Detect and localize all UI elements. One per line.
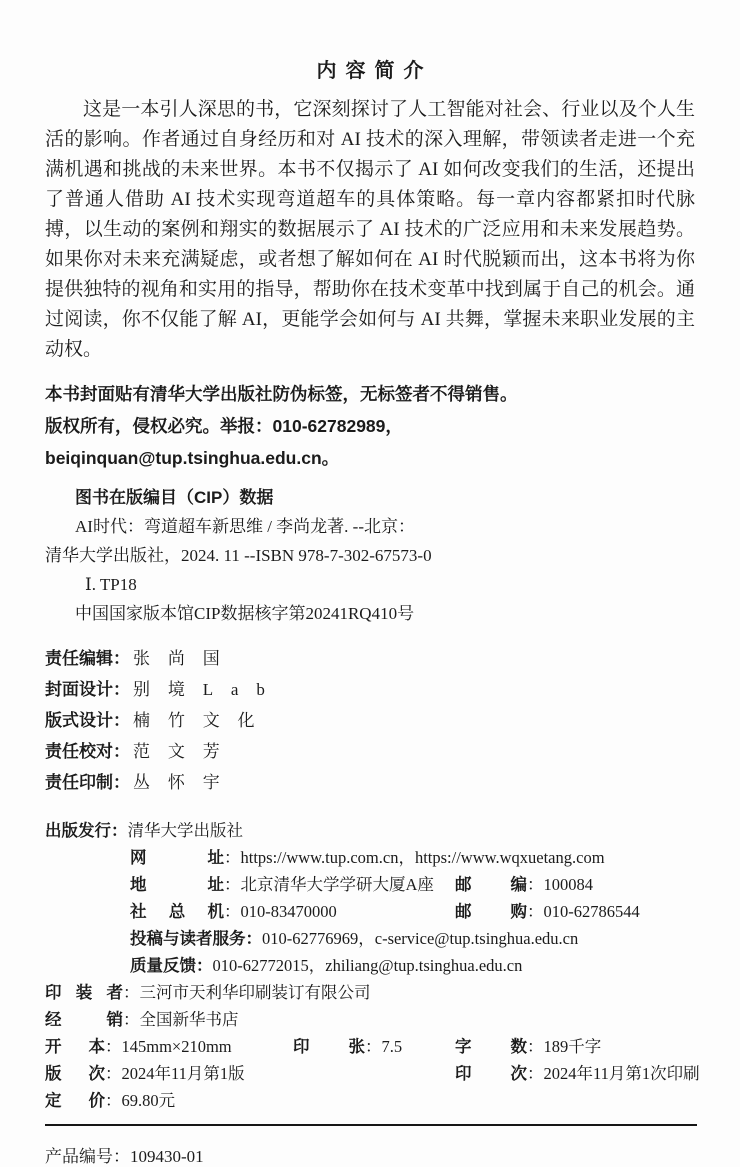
cip-classification: Ⅰ. TP18 — [85, 575, 137, 594]
pub-value: ：010-62786544 — [527, 902, 640, 921]
pub-label: 印张 — [293, 1038, 365, 1056]
pub-label: 开本 — [45, 1038, 105, 1056]
pub-cell-mail-order — [455, 898, 640, 922]
anti-counterfeit-notice: 本书封面贴有清华大学出版社防伪标签，无标签者不得销售。 — [45, 384, 518, 404]
credit-label: 版式设计： — [45, 711, 130, 730]
pub-value: 010-62772015，zhiliang@tup.tsinghua.edu.cn — [212, 956, 523, 975]
credits-block — [45, 644, 695, 799]
credit-label: 责任校对： — [45, 742, 130, 761]
pub-label: 邮编 — [455, 876, 527, 894]
book-summary: 这是一本引人深思的书，它深刻探讨了人工智能对社会、行业以及个人生活的影响。作者通过自身经历和对 AI 技术的深入理解，带领读者走进一个充满机遇和挑战的未来世界。本书不仅揭示了 AI 如何改变我们的生活，还提出了普通人借助 AI 技术实现弯道超车的具体策略。每一章内容都紧扣时代脉搏，以生动的案例和翔实的数据展示了 AI 技术的广泛应用和未来发展趋势。如果你对未来充满疑虑，或者想了解如何在 AI 时代脱颖而出，这本书将为你提供独特的视角和实用的指导，帮助你在技术变革中找到属于自己的机会。通过阅读，你不仅能了解 AI，更能学会如何与 AI 共舞，掌握未来职业发展的主动权。 — [45, 99, 695, 360]
pub-value: ：010-83470000 — [224, 902, 337, 921]
pub-value: 010-62776969，c-service@tup.tsinghua.edu.cn — [262, 929, 579, 948]
pub-value: ：北京清华大学学研大厦A座 — [224, 875, 434, 894]
pub-label: 出版发行： — [45, 822, 128, 840]
divider — [45, 1124, 697, 1126]
pub-label: 质量反馈： — [130, 957, 213, 975]
pub-cell-word-count — [455, 1033, 601, 1057]
pub-row-reader-service — [45, 925, 695, 952]
pub-label: 地址 — [130, 876, 224, 894]
credit-value: 别境Lab — [133, 680, 283, 699]
cip-block — [45, 483, 695, 628]
credit-value: 丛怀宇 — [133, 773, 238, 792]
pub-value: ：7.5 — [365, 1037, 403, 1056]
pub-row-distributor — [45, 1006, 695, 1033]
pub-row-printer — [45, 979, 695, 1006]
cip-header: 图书在版编目（CIP）数据 — [75, 488, 274, 507]
credit-value: 楠竹文化 — [133, 711, 273, 730]
pub-row-price — [45, 1087, 695, 1114]
website-urls: ：https://www.tup.com.cn，https://www.wqxuetang.com — [224, 848, 605, 867]
pub-label: 定价 — [45, 1092, 105, 1110]
pub-row-format — [45, 1033, 695, 1060]
pub-label: 印次 — [455, 1065, 527, 1083]
credit-row-proofreader — [45, 737, 695, 768]
pub-value: ：2024年11月第1次印刷 — [527, 1064, 700, 1083]
credit-row-layout-design — [45, 706, 695, 737]
pub-value: ：100084 — [527, 875, 593, 894]
product-code-label: 产品编号： — [45, 1147, 130, 1166]
pub-value: ：69.80元 — [105, 1091, 176, 1110]
cip-record-number: 中国国家版本馆CIP数据核字第20241RQ410号 — [75, 604, 415, 623]
credit-value: 张尚国 — [133, 649, 238, 668]
credit-row-print-supervisor — [45, 768, 695, 799]
pub-label: 经销 — [45, 1011, 123, 1029]
product-code-value: 109430-01 — [130, 1147, 204, 1166]
pub-label: 投稿与读者服务： — [130, 930, 262, 948]
credit-row-cover-design — [45, 675, 695, 706]
pub-value: ：三河市天利华印刷装订有限公司 — [123, 983, 371, 1002]
pub-cell-impression — [455, 1060, 700, 1084]
pub-row-switchboard — [45, 898, 695, 925]
pub-cell-postcode — [455, 871, 593, 895]
pub-value: ：145mm×210mm — [105, 1037, 232, 1056]
credit-label: 责任印制： — [45, 773, 130, 792]
pub-label: 版次 — [45, 1065, 105, 1083]
pub-row-website — [45, 844, 695, 871]
pub-cell-sheets — [293, 1033, 402, 1057]
pub-label: 印装者 — [45, 984, 123, 1002]
pub-label: 社总机 — [130, 903, 224, 921]
pub-label: 字数 — [455, 1038, 527, 1056]
pub-value: ：189千字 — [527, 1037, 602, 1056]
copyright-notice: 版权所有，侵权必究。举报：010-62782989，beiqinquan@tup.tsinghua.edu.cn。 — [45, 416, 403, 468]
pub-value: 清华大学出版社 — [127, 821, 243, 840]
credit-label: 封面设计： — [45, 680, 130, 699]
cip-title-author: AI时代：弯道超车新思维 / 李尚龙著. --北京： — [75, 517, 415, 536]
credit-label: 责任编辑： — [45, 649, 130, 668]
pub-row-edition — [45, 1060, 700, 1087]
pub-row-quality-feedback — [45, 952, 695, 979]
page-title: 内容简介 — [316, 60, 433, 82]
credit-row-editor — [45, 644, 695, 675]
pub-label: 网址 — [130, 849, 224, 867]
notice-block — [45, 378, 695, 474]
pub-row-address — [45, 871, 695, 898]
product-code — [45, 1142, 695, 1167]
credit-value: 范文芳 — [133, 742, 238, 761]
pub-value: ：2024年11月第1版 — [105, 1064, 245, 1083]
pub-row-publisher — [45, 817, 695, 844]
pub-value: ：全国新华书店 — [123, 1010, 239, 1029]
publishing-info-block — [45, 817, 700, 1114]
cip-publisher-isbn: 清华大学出版社，2024. 11 --ISBN 978-7-302-67573-0 — [45, 546, 432, 565]
pub-label: 邮购 — [455, 903, 527, 921]
